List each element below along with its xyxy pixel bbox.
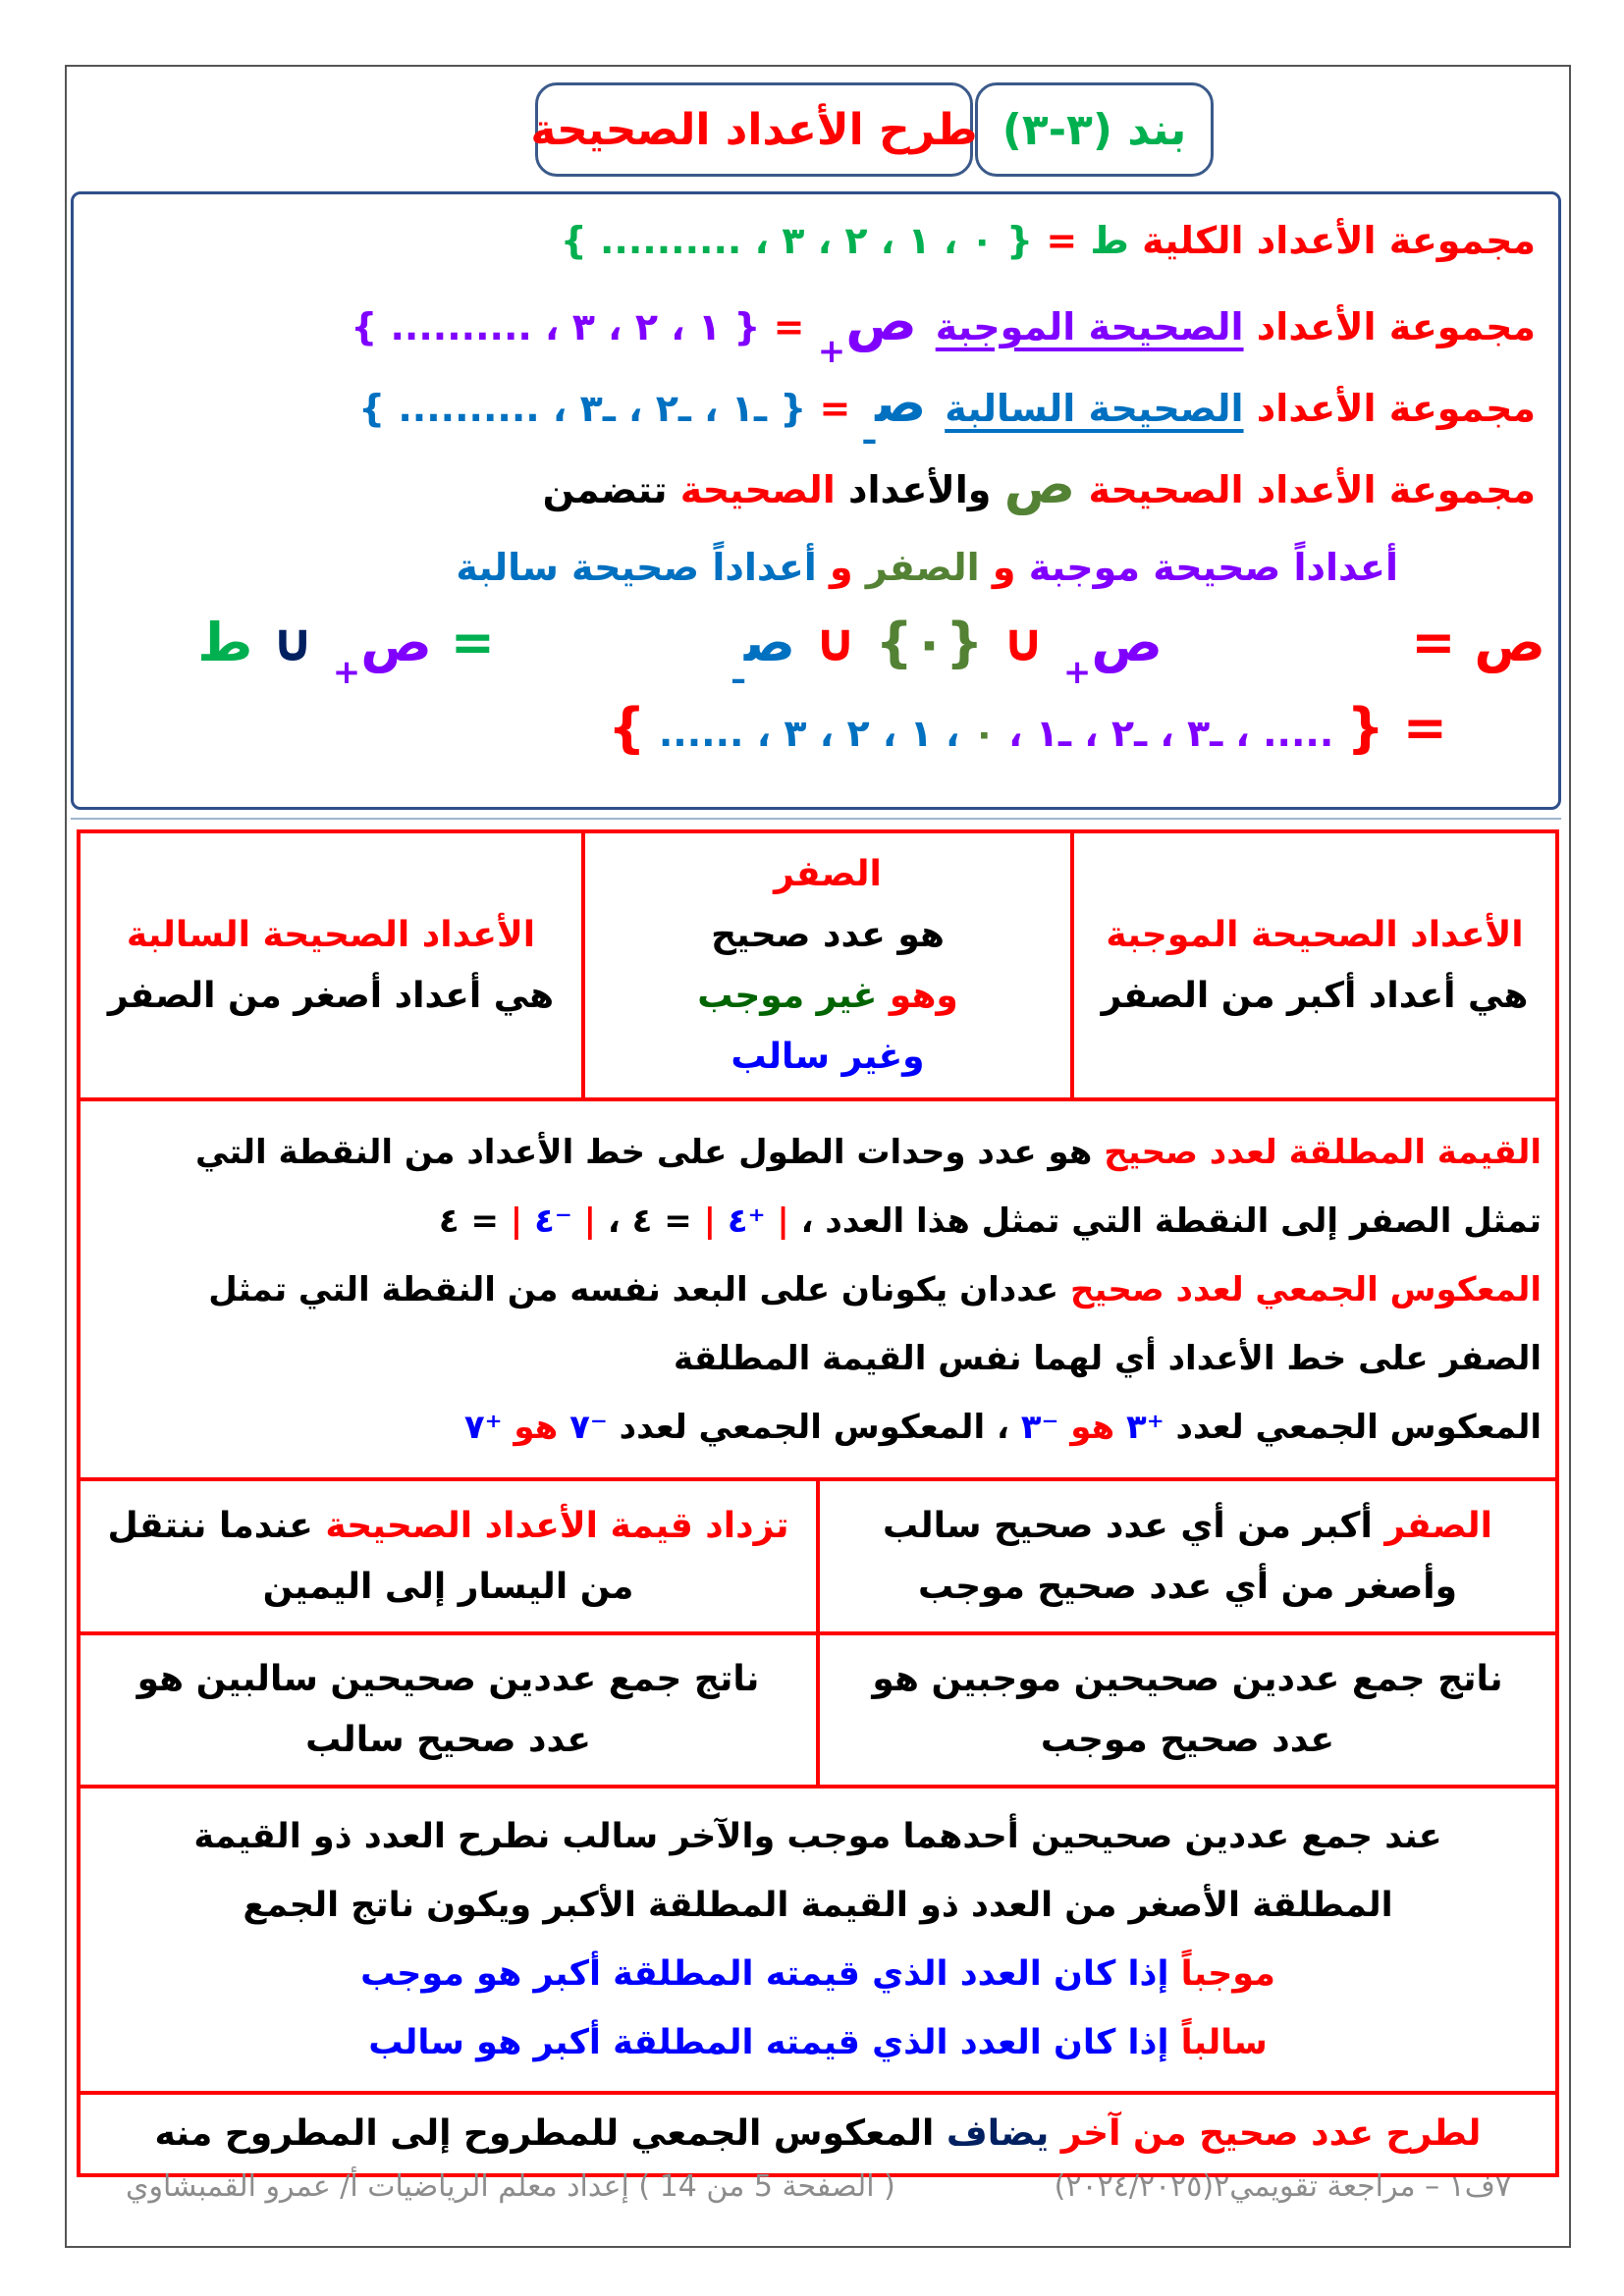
sum-negative-cell bbox=[77, 1631, 820, 1789]
whole-numbers-set bbox=[561, 211, 1536, 270]
text-segment: ٠ bbox=[972, 712, 996, 755]
text-segment: غير موجب bbox=[697, 975, 878, 1016]
text-segment: ص bbox=[1091, 612, 1163, 673]
text-segment: و bbox=[992, 546, 1016, 589]
text-line bbox=[81, 2104, 1555, 2164]
section-number-box bbox=[975, 82, 1214, 177]
text-segment: ، ١ ، ٢ ، ٣ ، ...... bbox=[645, 712, 973, 755]
text-segment: عدد صحيح موجب bbox=[1040, 1720, 1335, 1760]
text-line bbox=[585, 1027, 1070, 1088]
text-segment: ⁻٣ bbox=[1020, 1407, 1059, 1447]
integers-enumeration bbox=[608, 699, 1447, 763]
text-line bbox=[820, 1496, 1555, 1557]
text-line bbox=[1074, 905, 1555, 966]
text-segment: { ١ ، ٢ ، ٣ ، .......... } bbox=[351, 305, 761, 348]
text-segment: = bbox=[806, 387, 864, 430]
text-segment: {٠} bbox=[875, 612, 984, 673]
text-segment: ـ bbox=[863, 412, 876, 453]
text-line bbox=[1074, 966, 1555, 1027]
text-segment: المعكوس الجمعي للمطروح إلى المطروح منه bbox=[154, 2113, 947, 2154]
text-line bbox=[81, 2008, 1555, 2077]
integers-symbol bbox=[1411, 614, 1545, 677]
text-segment: لطرح عدد صحيح من آخر bbox=[1049, 2113, 1482, 2154]
sum-positive-cell bbox=[816, 1631, 1559, 1789]
negative-integers-cell bbox=[77, 829, 585, 1101]
text-segment: أعداداً صحيحة موجبة bbox=[1015, 546, 1398, 589]
text-segment: { ـ١ ، ـ٢ ، ـ٣ ، .......... } bbox=[358, 387, 807, 430]
text-segment: } bbox=[608, 697, 646, 759]
text-segment: والأعداد bbox=[835, 468, 1004, 511]
text-line bbox=[820, 1557, 1555, 1618]
text-segment: وهو bbox=[877, 975, 958, 1016]
text-line bbox=[81, 1496, 816, 1557]
text-line bbox=[81, 1324, 1542, 1393]
text-segment: ص bbox=[360, 612, 432, 673]
text-segment: من اليسار إلى اليمين bbox=[262, 1566, 634, 1607]
text-segment: وأصغر من أي عدد صحيح موجب bbox=[917, 1566, 1458, 1607]
text-segment: أعداداً صحيحة سالبة bbox=[456, 546, 831, 589]
text-segment: ∪ bbox=[252, 612, 333, 673]
text-line bbox=[81, 1649, 816, 1710]
subtraction-rule-cell bbox=[77, 2091, 1559, 2177]
text-segment: ص bbox=[845, 291, 936, 352]
positive-integers-cell bbox=[1070, 829, 1559, 1101]
text-segment: = ٤ ، bbox=[596, 1201, 704, 1241]
text-line bbox=[81, 1187, 1542, 1255]
text-segment: ط bbox=[197, 612, 253, 673]
lesson-title-box bbox=[530, 82, 978, 177]
text-line bbox=[81, 1710, 816, 1771]
text-segment: + bbox=[1062, 652, 1092, 692]
text-segment: | bbox=[583, 1201, 597, 1241]
text-segment: سالباً bbox=[1180, 2023, 1268, 2062]
negative-integers-set bbox=[358, 372, 1536, 453]
text-segment: وغير سالب bbox=[731, 1036, 925, 1077]
text-segment: الصحيحة السالبة bbox=[945, 387, 1244, 430]
text-segment: عندما ننتقل bbox=[107, 1505, 326, 1546]
text-line bbox=[81, 1393, 1542, 1462]
text-segment: المعكوس الجمعي لعدد bbox=[1164, 1407, 1542, 1447]
text-segment: الصفر على خط الأعداد أي لهما نفس القيمة المطلقة bbox=[674, 1338, 1542, 1378]
text-segment: = bbox=[1033, 219, 1091, 262]
text-segment: = bbox=[1411, 612, 1475, 673]
mixed-sum-cell bbox=[77, 1785, 1559, 2095]
text-segment: هو عدد صحيح bbox=[711, 914, 945, 955]
text-segment: موجباً bbox=[1180, 1954, 1275, 1994]
text-line bbox=[585, 966, 1070, 1027]
text-segment: | bbox=[510, 1201, 523, 1241]
text-segment: ناتج جمع عددين صحيحين موجبين هو bbox=[872, 1659, 1503, 1699]
text-segment: طرح الأعداد الصحيحة bbox=[530, 104, 978, 155]
text-segment: = bbox=[431, 612, 495, 673]
text-segment: مجموعة الأعداد الكلية bbox=[1128, 219, 1536, 262]
text-segment: هي أعداد أصغر من الصفر bbox=[107, 975, 555, 1016]
text-segment: { ٠ ، ١ ، ٢ ، ٣ ، .......... } bbox=[560, 219, 1034, 262]
positive-integers-set bbox=[351, 291, 1536, 371]
text-segment: هو bbox=[502, 1407, 570, 1447]
text-segment: القيمة المطلقة لعدد صحيح bbox=[1104, 1132, 1542, 1172]
text-segment: تتضمن bbox=[542, 468, 680, 511]
text-segment: إذا كان العدد الذي قيمته المطلقة أكبر هو سالب bbox=[368, 2023, 1181, 2062]
text-segment: مجموعة الأعداد bbox=[1243, 305, 1536, 348]
text-segment: ط bbox=[1090, 219, 1129, 262]
integers-set-intro bbox=[543, 455, 1536, 519]
text-line bbox=[81, 1871, 1555, 1940]
text-segment: = bbox=[1383, 697, 1447, 759]
text-line bbox=[81, 1557, 816, 1618]
text-segment: + bbox=[332, 652, 361, 692]
text-segment: ناتج جمع عددين صحيحين سالبين هو bbox=[136, 1659, 760, 1699]
text-segment: ⁺٣ bbox=[1126, 1407, 1164, 1447]
text-line bbox=[81, 1940, 1555, 2008]
text-segment: المطلقة الأصغر من العدد ذو القيمة المطلقة الأكبر ويكون ناتج الجمع bbox=[243, 1886, 1393, 1925]
section-number bbox=[1002, 105, 1186, 155]
text-segment: ⁺٤ bbox=[716, 1201, 778, 1241]
text-segment: بند bbox=[1112, 104, 1187, 155]
text-line bbox=[81, 1255, 1542, 1324]
text-segment: | bbox=[703, 1201, 716, 1241]
text-segment: ، المعكوس الجمعي لعدد bbox=[607, 1407, 1021, 1447]
text-line bbox=[585, 905, 1070, 966]
order-increase-cell bbox=[77, 1477, 820, 1635]
text-segment: (٣-٣) bbox=[1001, 104, 1112, 155]
text-segment: { bbox=[1346, 697, 1384, 759]
text-segment: = bbox=[760, 305, 818, 348]
text-segment: ص bbox=[875, 372, 946, 434]
text-segment: ص bbox=[1474, 612, 1545, 673]
text-line bbox=[81, 1118, 1542, 1187]
zero-cell bbox=[581, 829, 1074, 1101]
text-segment: عدد صحيح سالب bbox=[305, 1720, 591, 1760]
text-segment: = ٤ bbox=[438, 1201, 511, 1241]
text-segment: ⁺٧ bbox=[463, 1407, 503, 1447]
text-segment: ⁻٤ bbox=[522, 1201, 584, 1241]
text-segment: الصفر bbox=[774, 853, 882, 894]
text-line bbox=[81, 966, 581, 1027]
text-segment: الصفر bbox=[852, 546, 993, 589]
text-segment: ∪ bbox=[983, 612, 1063, 673]
text-segment: مجموعة الأعداد bbox=[1243, 387, 1536, 430]
text-segment: ⁻٧ bbox=[569, 1407, 608, 1447]
text-segment: الأعداد الصحيحة السالبة bbox=[126, 914, 536, 955]
lesson-title bbox=[530, 105, 977, 155]
text-segment: ص bbox=[1003, 454, 1076, 515]
text-segment: يضاف bbox=[946, 2113, 1050, 2154]
text-line bbox=[81, 1802, 1555, 1871]
text-segment: أكبر من أي عدد صحيح سالب bbox=[882, 1505, 1385, 1546]
text-segment: و bbox=[830, 546, 853, 589]
text-line bbox=[585, 844, 1070, 905]
text-segment: + bbox=[817, 331, 846, 371]
integers-union bbox=[732, 612, 1163, 692]
text-line bbox=[820, 1649, 1555, 1710]
text-segment: عند جمع عددين صحيحين أحدهما موجب والآخر سالب نطرح العدد ذو القيمة bbox=[193, 1817, 1442, 1856]
text-segment: ص bbox=[743, 612, 796, 673]
text-segment: ..... ، ـ٣ ، ـ٢ ، ـ١ ، bbox=[995, 712, 1347, 755]
text-segment: | bbox=[777, 1201, 789, 1241]
text-line bbox=[820, 1710, 1555, 1771]
text-segment: الصحيحة الموجبة bbox=[935, 305, 1244, 348]
text-line bbox=[81, 905, 581, 966]
text-segment: ∪ bbox=[795, 612, 876, 673]
text-segment: ـ bbox=[732, 652, 744, 692]
text-segment: الأعداد الصحيحة الموجبة bbox=[1106, 914, 1524, 955]
text-segment: المعكوس الجمعي لعدد صحيح bbox=[1069, 1269, 1542, 1309]
text-segment: هو bbox=[1058, 1407, 1126, 1447]
footer-course: ٧ف١ – مراجعة تقويمي٢(٢٠٢٤/٢٠٢٥) bbox=[1054, 2169, 1511, 2204]
text-segment: هو عدد وحدات الطول على خط الأعداد من النقطة التي bbox=[194, 1132, 1105, 1172]
zero-comparison-cell bbox=[816, 1477, 1559, 1635]
text-segment: الصفر bbox=[1384, 1505, 1492, 1546]
text-segment: إذا كان العدد الذي قيمته المطلقة أكبر هو موجب bbox=[360, 1954, 1181, 1994]
text-segment: الصحيحة bbox=[679, 468, 836, 511]
absolute-value-cell bbox=[77, 1097, 1559, 1481]
text-segment: عددان يكونان على البعد نفسه من النقطة التي تمثل bbox=[208, 1269, 1070, 1309]
text-segment: تمثل الصفر إلى النقطة التي تمثل هذا العدد ، bbox=[788, 1201, 1542, 1241]
text-segment: تزداد قيمة الأعداد الصحيحة bbox=[325, 1505, 789, 1546]
text-segment: هي أعداد أكبر من الصفر bbox=[1101, 975, 1529, 1016]
integers-components bbox=[456, 538, 1398, 597]
text-segment: مجموعة الأعداد الصحيحة bbox=[1075, 468, 1536, 511]
divider bbox=[71, 818, 1561, 820]
footer-author: ( الصفحة 5 من 14 ) إعداد معلم الرياضيات أ/ عمرو القمبشاوي bbox=[126, 2169, 895, 2204]
integers-union-alt bbox=[197, 612, 495, 692]
